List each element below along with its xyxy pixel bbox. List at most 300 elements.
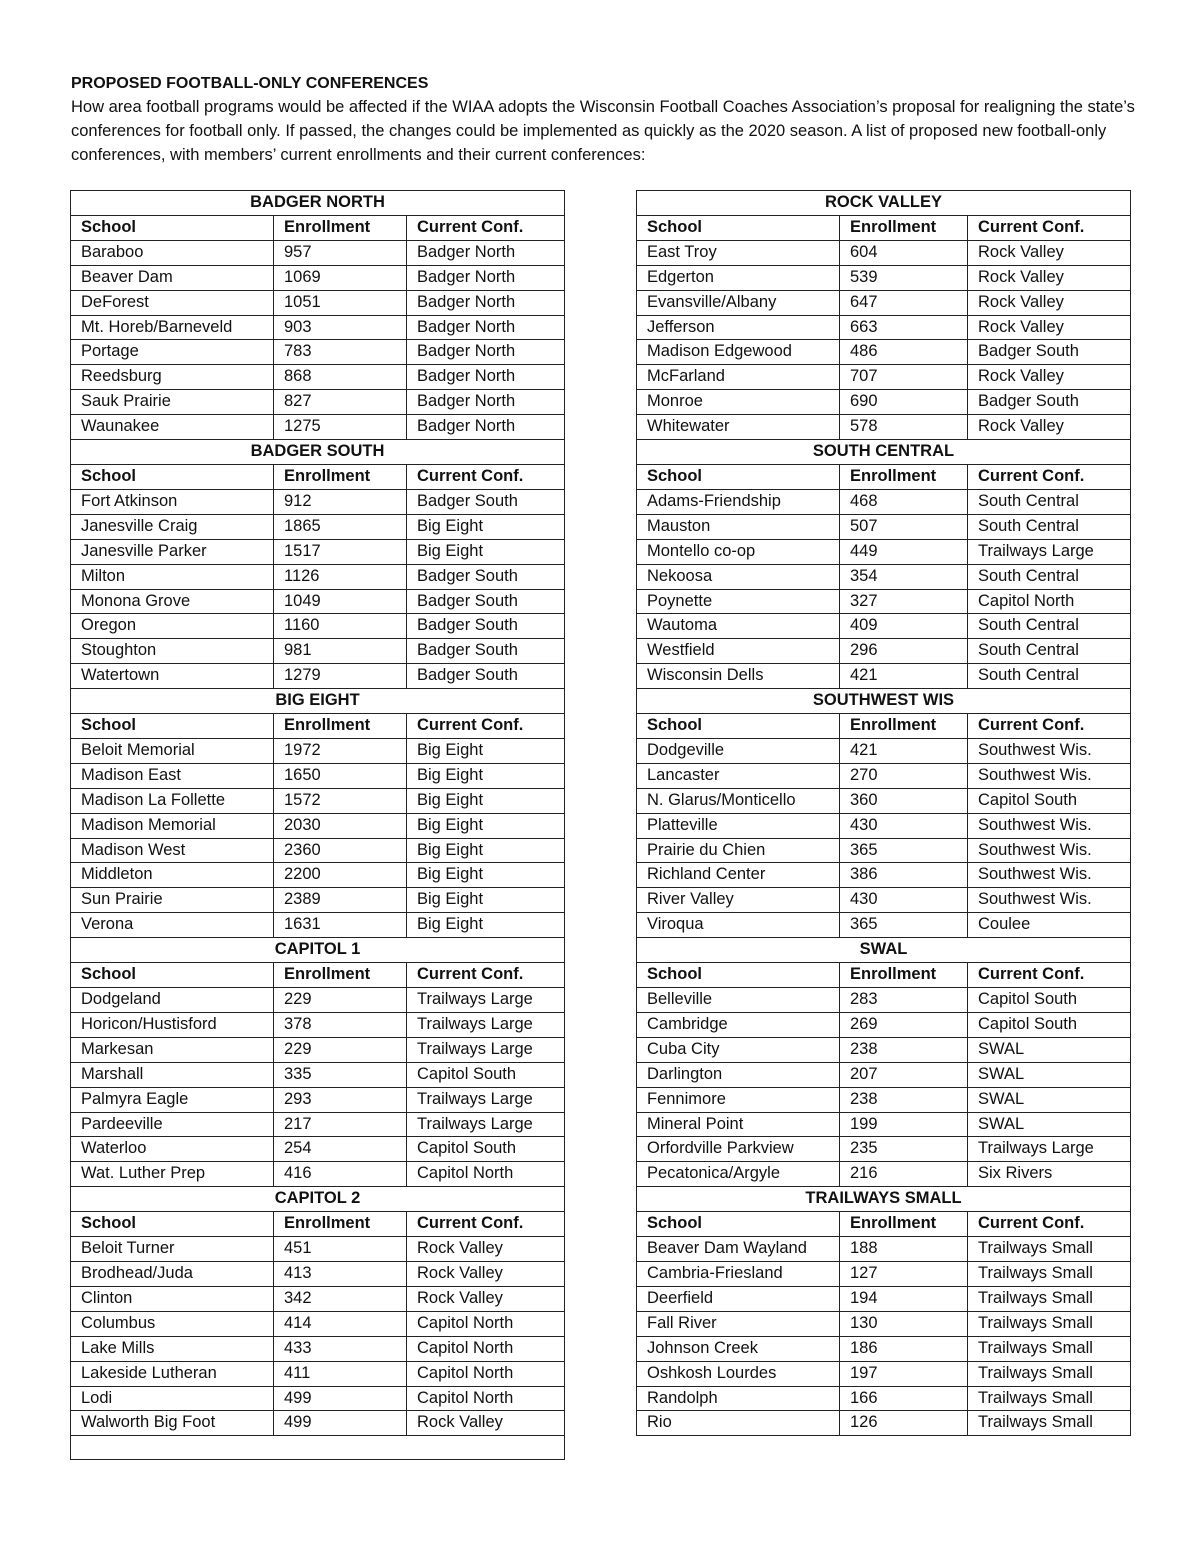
table-row [637,1361,1131,1386]
current-conf-cell: South Central [968,514,1131,539]
school-cell: Edgerton [637,265,840,290]
current-conf-cell: Trailways Small [968,1386,1131,1411]
enrollment-cell: 254 [274,1137,407,1162]
table-row [71,614,565,639]
header-enrollment: Enrollment [840,464,968,489]
current-conf-cell: Trailways Large [407,1112,565,1137]
school-cell: Cambridge [637,1012,840,1037]
table-row [637,589,1131,614]
enrollment-cell: 130 [840,1311,968,1336]
current-conf-cell: Badger South [407,639,565,664]
table-row [637,1336,1131,1361]
current-conf-cell: Rock Valley [407,1237,565,1262]
enrollment-cell: 1865 [274,514,407,539]
enrollment-cell: 335 [274,1062,407,1087]
enrollment-cell: 981 [274,639,407,664]
current-conf-cell: Capitol South [968,988,1131,1013]
current-conf-cell: Badger South [407,664,565,689]
header-school: School [71,963,274,988]
school-cell: Dodgeville [637,738,840,763]
enrollment-cell: 197 [840,1361,968,1386]
current-conf-cell: Badger South [407,614,565,639]
table-row [637,863,1131,888]
table-row [637,340,1131,365]
conference-name: SOUTHWEST WIS [637,689,1131,714]
header-current-conf: Current Conf. [968,215,1131,240]
enrollment-cell: 238 [840,1087,968,1112]
school-cell: River Valley [637,888,840,913]
current-conf-cell: Big Eight [407,863,565,888]
table-row [71,1336,565,1361]
column-header-row [637,1212,1131,1237]
current-conf-cell: South Central [968,664,1131,689]
current-conf-cell: Rock Valley [968,290,1131,315]
conference-title-row [637,440,1131,465]
school-cell: Beloit Memorial [71,738,274,763]
conference-name: BADGER NORTH [71,191,565,216]
school-cell: Sun Prairie [71,888,274,913]
blank-row [71,1436,565,1460]
enrollment-cell: 269 [840,1012,968,1037]
school-cell: DeForest [71,290,274,315]
school-cell: Madison La Follette [71,788,274,813]
school-cell: Markesan [71,1037,274,1062]
school-cell: Westfield [637,639,840,664]
header-enrollment: Enrollment [840,215,968,240]
school-cell: Mauston [637,514,840,539]
table-row [71,315,565,340]
table-row [637,415,1131,440]
header-school: School [71,215,274,240]
column-header-row [71,1212,565,1237]
table-row [637,390,1131,415]
current-conf-cell: Capitol North [407,1162,565,1187]
enrollment-cell: 416 [274,1162,407,1187]
enrollment-cell: 293 [274,1087,407,1112]
current-conf-cell: Southwest Wis. [968,838,1131,863]
school-cell: Sauk Prairie [71,390,274,415]
column-header-row [71,215,565,240]
table-row [71,340,565,365]
column-header-row [637,215,1131,240]
current-conf-cell: Trailways Large [407,1037,565,1062]
current-conf-cell: Rock Valley [968,240,1131,265]
column-header-row [637,963,1131,988]
school-cell: Lakeside Lutheran [71,1361,274,1386]
enrollment-cell: 783 [274,340,407,365]
school-cell: Baraboo [71,240,274,265]
current-conf-cell: Rock Valley [968,315,1131,340]
table-row [637,988,1131,1013]
enrollment-cell: 126 [840,1411,968,1436]
school-cell: Montello co-op [637,539,840,564]
current-conf-cell: Badger South [407,564,565,589]
table-row [637,664,1131,689]
school-cell: Darlington [637,1062,840,1087]
current-conf-cell: SWAL [968,1087,1131,1112]
current-conf-cell: Rock Valley [968,365,1131,390]
current-conf-cell: Big Eight [407,788,565,813]
school-cell: Nekoosa [637,564,840,589]
conference-name: SOUTH CENTRAL [637,440,1131,465]
current-conf-cell: South Central [968,489,1131,514]
table-row [637,1112,1131,1137]
conference-title-row [71,191,565,216]
enrollment-cell: 2030 [274,813,407,838]
table-row [637,1386,1131,1411]
table-row [637,1037,1131,1062]
conference-title-row [71,938,565,963]
current-conf-cell: Capitol South [968,1012,1131,1037]
table-row [637,240,1131,265]
school-cell: Verona [71,913,274,938]
enrollment-cell: 2200 [274,863,407,888]
current-conf-cell: SWAL [968,1037,1131,1062]
school-cell: Cambria-Friesland [637,1261,840,1286]
table-row [71,788,565,813]
school-cell: Fennimore [637,1087,840,1112]
table-row [71,1361,565,1386]
school-cell: Palmyra Eagle [71,1087,274,1112]
school-cell: Clinton [71,1286,274,1311]
enrollment-cell: 1972 [274,738,407,763]
header-enrollment: Enrollment [274,963,407,988]
table-row [637,1012,1131,1037]
header-enrollment: Enrollment [274,464,407,489]
enrollment-cell: 1279 [274,664,407,689]
enrollment-cell: 451 [274,1237,407,1262]
conference-name: ROCK VALLEY [637,191,1131,216]
table-row [71,1162,565,1187]
current-conf-cell: Big Eight [407,813,565,838]
school-cell: Beaver Dam Wayland [637,1237,840,1262]
enrollment-cell: 957 [274,240,407,265]
table-row [637,1087,1131,1112]
table-row [637,1286,1131,1311]
current-conf-cell: Trailways Large [968,1137,1131,1162]
intro [71,73,1141,167]
school-cell: Richland Center [637,863,840,888]
school-cell: Rio [637,1411,840,1436]
table-row [71,838,565,863]
table-row [71,1137,565,1162]
enrollment-cell: 421 [840,664,968,689]
school-cell: Columbus [71,1311,274,1336]
current-conf-cell: Capitol North [407,1311,565,1336]
table-row [71,913,565,938]
table-row [71,564,565,589]
school-cell: Wisconsin Dells [637,664,840,689]
current-conf-cell: Rock Valley [407,1261,565,1286]
enrollment-cell: 354 [840,564,968,589]
school-cell: Johnson Creek [637,1336,840,1361]
enrollment-cell: 1650 [274,763,407,788]
table-row [71,240,565,265]
table-row [637,365,1131,390]
table-row [637,564,1131,589]
conference-name: SWAL [637,938,1131,963]
enrollment-cell: 414 [274,1311,407,1336]
header-current-conf: Current Conf. [968,963,1131,988]
enrollment-cell: 342 [274,1286,407,1311]
current-conf-cell: Badger North [407,265,565,290]
table-row [637,1411,1131,1436]
conference-name: BIG EIGHT [71,689,565,714]
table-row [637,738,1131,763]
enrollment-cell: 194 [840,1286,968,1311]
enrollment-cell: 647 [840,290,968,315]
current-conf-cell: Trailways Large [407,1087,565,1112]
current-conf-cell: Badger North [407,365,565,390]
current-conf-cell: Big Eight [407,539,565,564]
table-row [637,788,1131,813]
table-row [71,1386,565,1411]
header-enrollment: Enrollment [274,215,407,240]
table-row [637,888,1131,913]
school-cell: Fall River [637,1311,840,1336]
current-conf-cell: Capitol South [407,1137,565,1162]
conference-title-row [71,689,565,714]
enrollment-cell: 433 [274,1336,407,1361]
current-conf-cell: Trailways Large [407,1012,565,1037]
table-row [637,290,1131,315]
current-conf-cell: Badger North [407,340,565,365]
enrollment-cell: 186 [840,1336,968,1361]
current-conf-cell: Big Eight [407,888,565,913]
table-row [637,639,1131,664]
current-conf-cell: Capitol North [407,1336,565,1361]
enrollment-cell: 1051 [274,290,407,315]
blank-cell [71,1436,565,1460]
school-cell: Monona Grove [71,589,274,614]
enrollment-cell: 827 [274,390,407,415]
enrollment-cell: 486 [840,340,968,365]
header-current-conf: Current Conf. [968,714,1131,739]
school-cell: Oshkosh Lourdes [637,1361,840,1386]
table-row [71,1037,565,1062]
enrollment-cell: 127 [840,1261,968,1286]
current-conf-cell: South Central [968,614,1131,639]
enrollment-cell: 1631 [274,913,407,938]
enrollment-cell: 539 [840,265,968,290]
table-row [71,1112,565,1137]
conference-title-row [637,689,1131,714]
current-conf-cell: Big Eight [407,913,565,938]
column-header-row [71,464,565,489]
left-column [70,190,564,1460]
column-header-row [637,464,1131,489]
header-school: School [71,714,274,739]
school-cell: Adams-Friendship [637,489,840,514]
enrollment-cell: 1160 [274,614,407,639]
current-conf-cell: Southwest Wis. [968,738,1131,763]
enrollment-cell: 296 [840,639,968,664]
current-conf-cell: Capitol South [407,1062,565,1087]
current-conf-cell: Big Eight [407,763,565,788]
table-row [71,763,565,788]
table-row [637,913,1131,938]
table-row [71,1062,565,1087]
table-row [71,589,565,614]
enrollment-cell: 663 [840,315,968,340]
header-school: School [637,215,840,240]
table-row [637,763,1131,788]
school-cell: Marshall [71,1062,274,1087]
right-conference-table [636,190,1131,1436]
header-current-conf: Current Conf. [407,1212,565,1237]
enrollment-cell: 378 [274,1012,407,1037]
table-row [71,365,565,390]
current-conf-cell: Badger South [407,589,565,614]
school-cell: Madison West [71,838,274,863]
current-conf-cell: Trailways Small [968,1411,1131,1436]
table-row [637,1162,1131,1187]
table-row [71,888,565,913]
enrollment-cell: 903 [274,315,407,340]
current-conf-cell: Rock Valley [407,1286,565,1311]
table-row [71,514,565,539]
current-conf-cell: Trailways Large [407,988,565,1013]
current-conf-cell: Big Eight [407,514,565,539]
current-conf-cell: Capitol South [968,788,1131,813]
enrollment-cell: 199 [840,1112,968,1137]
enrollment-cell: 868 [274,365,407,390]
table-row [71,1411,565,1436]
table-row [71,265,565,290]
current-conf-cell: Rock Valley [968,415,1131,440]
enrollment-cell: 1069 [274,265,407,290]
header-school: School [71,1212,274,1237]
table-row [71,290,565,315]
current-conf-cell: Trailways Small [968,1311,1131,1336]
conference-name: TRAILWAYS SMALL [637,1187,1131,1212]
enrollment-cell: 217 [274,1112,407,1137]
header-current-conf: Current Conf. [407,963,565,988]
header-enrollment: Enrollment [274,714,407,739]
school-cell: Pardeeville [71,1112,274,1137]
enrollment-cell: 283 [840,988,968,1013]
school-cell: Lodi [71,1386,274,1411]
header-school: School [637,963,840,988]
school-cell: Oregon [71,614,274,639]
header-current-conf: Current Conf. [407,714,565,739]
current-conf-cell: Southwest Wis. [968,763,1131,788]
enrollment-cell: 1275 [274,415,407,440]
conference-title-row [71,440,565,465]
enrollment-cell: 365 [840,913,968,938]
school-cell: N. Glarus/Monticello [637,788,840,813]
table-row [71,1311,565,1336]
table-row [71,738,565,763]
header-school: School [637,464,840,489]
enrollment-cell: 365 [840,838,968,863]
school-cell: Stoughton [71,639,274,664]
table-row [71,489,565,514]
enrollment-cell: 2360 [274,838,407,863]
school-cell: Middleton [71,863,274,888]
table-row [637,1137,1131,1162]
school-cell: Brodhead/Juda [71,1261,274,1286]
enrollment-cell: 229 [274,988,407,1013]
current-conf-cell: Southwest Wis. [968,863,1131,888]
school-cell: Waterloo [71,1137,274,1162]
conference-title-row [637,938,1131,963]
school-cell: Randolph [637,1386,840,1411]
school-cell: Madison Edgewood [637,340,840,365]
enrollment-cell: 430 [840,888,968,913]
current-conf-cell: Trailways Small [968,1261,1131,1286]
table-row [637,813,1131,838]
school-cell: Watertown [71,664,274,689]
enrollment-cell: 499 [274,1411,407,1436]
header-current-conf: Current Conf. [968,1212,1131,1237]
conference-name: CAPITOL 1 [71,938,565,963]
school-cell: Pecatonica/Argyle [637,1162,840,1187]
school-cell: Deerfield [637,1286,840,1311]
current-conf-cell: Rock Valley [968,265,1131,290]
current-conf-cell: Trailways Small [968,1336,1131,1361]
column-header-row [71,714,565,739]
enrollment-cell: 413 [274,1261,407,1286]
enrollment-cell: 238 [840,1037,968,1062]
school-cell: Portage [71,340,274,365]
header-enrollment: Enrollment [274,1212,407,1237]
table-row [637,315,1131,340]
school-cell: Milton [71,564,274,589]
school-cell: Platteville [637,813,840,838]
enrollment-cell: 270 [840,763,968,788]
conference-title-row [637,191,1131,216]
school-cell: Beaver Dam [71,265,274,290]
current-conf-cell: Capitol North [407,1386,565,1411]
table-row [637,1237,1131,1262]
enrollment-cell: 411 [274,1361,407,1386]
school-cell: Beloit Turner [71,1237,274,1262]
current-conf-cell: Badger North [407,390,565,415]
current-conf-cell: Southwest Wis. [968,888,1131,913]
school-cell: Walworth Big Foot [71,1411,274,1436]
current-conf-cell: Six Rivers [968,1162,1131,1187]
current-conf-cell: Southwest Wis. [968,813,1131,838]
page-title: PROPOSED FOOTBALL-ONLY CONFERENCES [71,75,429,92]
school-cell: Wautoma [637,614,840,639]
school-cell: Dodgeland [71,988,274,1013]
school-cell: Orfordville Parkview [637,1137,840,1162]
enrollment-cell: 507 [840,514,968,539]
table-row [71,1261,565,1286]
current-conf-cell: South Central [968,564,1131,589]
enrollment-cell: 449 [840,539,968,564]
table-row [71,813,565,838]
table-row [71,639,565,664]
enrollment-cell: 912 [274,489,407,514]
enrollment-cell: 216 [840,1162,968,1187]
current-conf-cell: Trailways Small [968,1361,1131,1386]
school-cell: Whitewater [637,415,840,440]
current-conf-cell: Trailways Small [968,1237,1131,1262]
current-conf-cell: Trailways Large [968,539,1131,564]
table-row [637,838,1131,863]
school-cell: Lake Mills [71,1336,274,1361]
enrollment-cell: 166 [840,1386,968,1411]
current-conf-cell: South Central [968,639,1131,664]
header-enrollment: Enrollment [840,963,968,988]
table-row [71,988,565,1013]
left-conference-table [70,190,565,1460]
current-conf-cell: Capitol North [968,589,1131,614]
header-school: School [71,464,274,489]
current-conf-cell: Big Eight [407,838,565,863]
